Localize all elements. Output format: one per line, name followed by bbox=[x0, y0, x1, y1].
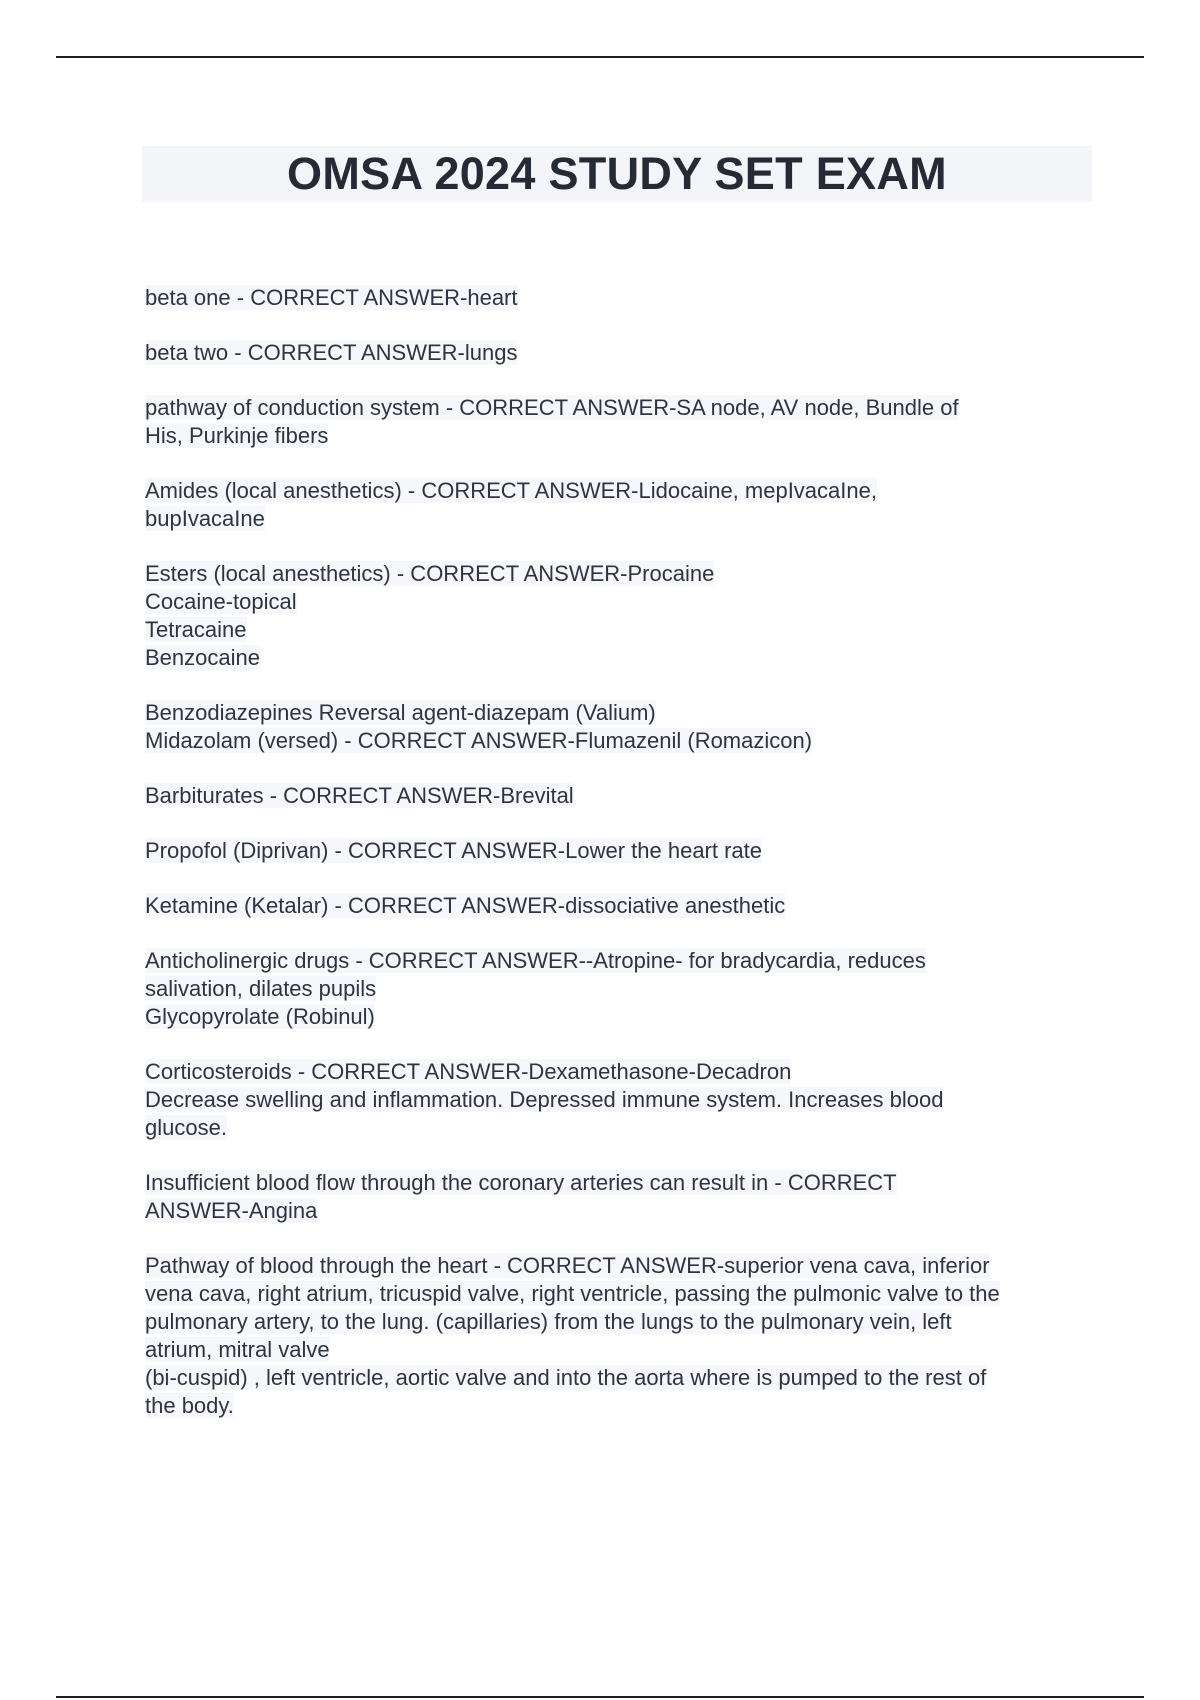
page-title: OMSA 2024 STUDY SET EXAM bbox=[287, 148, 947, 199]
qa-line: Cocaine-topical bbox=[145, 589, 297, 614]
qa-line: (bi-cuspid) , left ventricle, aortic valve and into the aorta where is pumped to the rest of bbox=[145, 1365, 987, 1390]
qa-line: vena cava, right atrium, tricuspid valve, right ventricle, passing the pulmonic valve to the bbox=[145, 1281, 1000, 1306]
qa-item bbox=[145, 837, 1095, 865]
qa-item bbox=[145, 782, 1095, 810]
qa-item bbox=[145, 1058, 1095, 1142]
qa-item bbox=[145, 284, 1095, 312]
qa-line: Ketamine (Ketalar) - CORRECT ANSWER-dissociative anesthetic bbox=[145, 893, 786, 918]
qa-line: Glycopyrolate (Robinul) bbox=[145, 1004, 375, 1029]
qa-line: beta two - CORRECT ANSWER-lungs bbox=[145, 340, 518, 365]
qa-line: Corticosteroids - CORRECT ANSWER-Dexamethasone-Decadron bbox=[145, 1059, 792, 1084]
qa-line: Midazolam (versed) - CORRECT ANSWER-Flumazenil (Romazicon) bbox=[145, 728, 813, 753]
qa-line: His, Purkinje fibers bbox=[145, 423, 329, 448]
qa-line: Benzodiazepines Reversal agent-diazepam (Valium) bbox=[145, 700, 656, 725]
qa-line: Insufficient blood flow through the coronary arteries can result in - CORRECT bbox=[145, 1170, 897, 1195]
qa-line: salivation, dilates pupils bbox=[145, 976, 377, 1001]
qa-line: Tetracaine bbox=[145, 617, 247, 642]
qa-item bbox=[145, 394, 1095, 450]
qa-item bbox=[145, 1169, 1095, 1225]
qa-line: pulmonary artery, to the lung. (capillaries) from the lungs to the pulmonary vein, left bbox=[145, 1309, 952, 1334]
qa-list bbox=[145, 284, 1095, 1447]
qa-item bbox=[145, 339, 1095, 367]
qa-item bbox=[145, 892, 1095, 920]
title-band bbox=[142, 146, 1092, 202]
top-divider bbox=[56, 56, 1144, 58]
qa-line: beta one - CORRECT ANSWER-heart bbox=[145, 285, 518, 310]
qa-line: Benzocaine bbox=[145, 645, 260, 670]
qa-item bbox=[145, 699, 1095, 755]
qa-line: ANSWER-Angina bbox=[145, 1198, 318, 1223]
qa-line: bupIvacaIne bbox=[145, 506, 265, 531]
qa-line: Anticholinergic drugs - CORRECT ANSWER--Atropine- for bradycardia, reduces bbox=[145, 948, 926, 973]
qa-line: pathway of conduction system - CORRECT ANSWER-SA node, AV node, Bundle of bbox=[145, 395, 959, 420]
qa-line: Pathway of blood through the heart - CORRECT ANSWER-superior vena cava, inferior bbox=[145, 1253, 990, 1278]
qa-line: glucose. bbox=[145, 1115, 227, 1140]
qa-item bbox=[145, 560, 1095, 672]
qa-line: Propofol (Diprivan) - CORRECT ANSWER-Lower the heart rate bbox=[145, 838, 763, 863]
qa-item bbox=[145, 1252, 1095, 1420]
qa-item bbox=[145, 947, 1095, 1031]
qa-line: Esters (local anesthetics) - CORRECT ANSWER-Procaine bbox=[145, 561, 715, 586]
qa-item bbox=[145, 477, 1095, 533]
bottom-divider bbox=[56, 1696, 1144, 1698]
qa-line: Decrease swelling and inflammation. Depressed immune system. Increases blood bbox=[145, 1087, 944, 1112]
qa-line: atrium, mitral valve bbox=[145, 1337, 330, 1362]
qa-line: Amides (local anesthetics) - CORRECT ANSWER-Lidocaine, mepIvacaIne, bbox=[145, 478, 877, 503]
qa-line: the body. bbox=[145, 1393, 234, 1418]
qa-line: Barbiturates - CORRECT ANSWER-Brevital bbox=[145, 783, 574, 808]
